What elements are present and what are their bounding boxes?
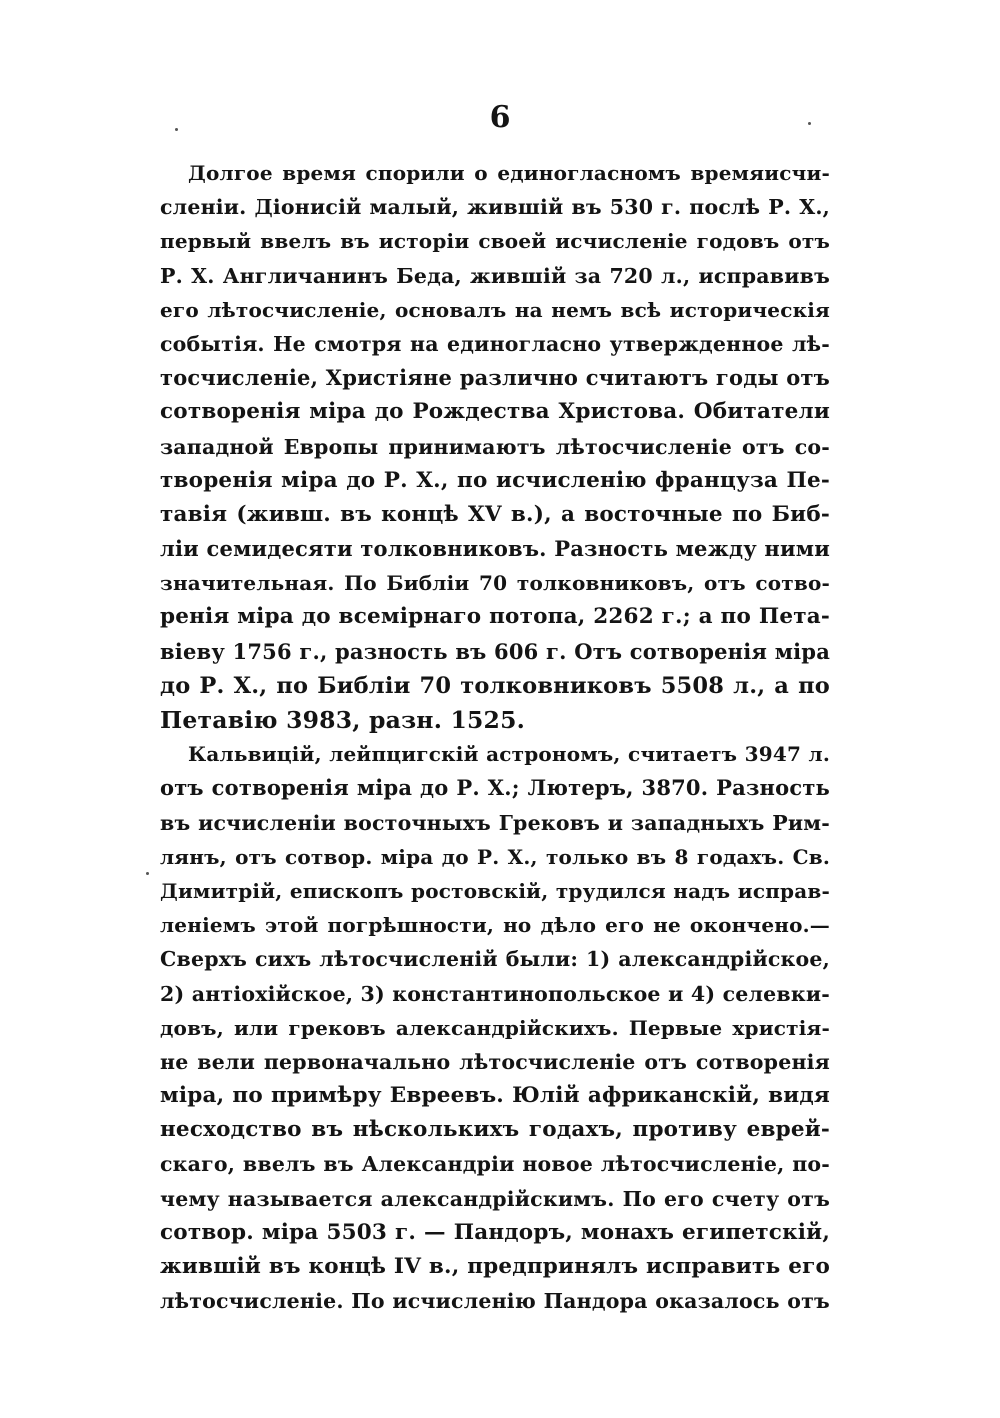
text-line: лѣтосчисленіе. По исчисленію Пандора оказалось отъ: [160, 1289, 830, 1314]
text-line: віеву 1756 г., разность въ 606 г. Отъ сотворенія міра: [160, 638, 830, 664]
text-line: его лѣтосчисленіе, основалъ на немъ всѣ историческія: [160, 297, 830, 322]
text-line: отъ сотворенія міра до Р. Х.; Лютеръ, 3870. Разность: [160, 775, 830, 801]
paragraph-2: [160, 737, 830, 1318]
text-line: Петавію 3983, разн. 1525.: [160, 706, 526, 734]
print-speck: [808, 122, 811, 125]
text-line: Долгое время спорили о единогласномъ времяисчи-: [188, 161, 830, 185]
text-line: довъ, или грековъ александрійскихъ. Первые христія-: [160, 1015, 830, 1040]
text-line: міра, по примѣру Евреевъ. Юлій африканскій, видя: [160, 1083, 830, 1109]
paragraph-1: [160, 156, 830, 737]
text-line: тавія (живш. въ концѣ XV в.), а восточные по Биб-: [160, 501, 830, 527]
text-line: леніемъ этой погрѣшности, но дѣло его не окончено.—: [160, 913, 830, 938]
print-speck: [175, 128, 178, 131]
text-line: до Р. Х., по Библіи 70 толковниковъ 5508 л., а по: [160, 672, 830, 699]
text-line: событія. Не смотря на единогласно утвержденное лѣ-: [160, 331, 830, 356]
text-line: сотвор. міра 5503 г. — Пандоръ, монахъ египетскій,: [160, 1219, 830, 1245]
text-line: не вели первоначально лѣтосчисленіе отъ сотворенія: [160, 1049, 830, 1074]
text-line: ліи семидесяти толковниковъ. Разность между ними: [160, 536, 830, 562]
text-line: жившій въ концѣ IV в., предпринялъ исправить его: [160, 1254, 830, 1279]
text-line: въ исчисленіи восточныхъ Грековъ и западныхъ Рим-: [160, 810, 830, 835]
text-line: значительная. По Библіи 70 толковниковъ, отъ сотво-: [160, 571, 830, 596]
text-line: скаго, ввелъ въ Александріи новое лѣтосчисленіе, по-: [160, 1152, 830, 1177]
text-line: Кальвицій, лейпцигскій астрономъ, считаетъ 3947 л.: [188, 742, 830, 767]
text-line: сленіи. Діонисій малый, жившій въ 530 г. послѣ Р. Х.,: [160, 195, 830, 220]
text-line: чему называется александрійскимъ. По его счету отъ: [160, 1186, 830, 1211]
text-line: сотворенія міра до Рождества Христова. Обитатели: [160, 399, 830, 425]
text-line: 2) антіохійское, 3) константинопольское и 4) селевки-: [160, 981, 830, 1006]
text-line: ренія міра до всемірнаго потопа, 2262 г.; а по Пета-: [160, 604, 830, 630]
text-line: Димитрій, епископъ ростовскій, трудился надъ исправ-: [160, 878, 830, 903]
text-line: западной Европы принимаютъ лѣтосчисленіе отъ со-: [160, 434, 830, 459]
text-line: Р. Х. Англичанинъ Беда, жившій за 720 л., исправивъ: [160, 263, 830, 288]
body-text: [160, 156, 830, 1318]
text-line: несходство въ нѣсколькихъ годахъ, противу еврей-: [160, 1117, 830, 1143]
print-speck: [146, 872, 149, 875]
text-line: Сверхъ сихъ лѣтосчисленій были: 1) александрійское,: [160, 947, 830, 972]
text-line: лянъ, отъ сотвор. міра до Р. Х., только въ 8 годахъ. Св.: [160, 844, 830, 869]
text-line: творенія міра до Р. Х., по исчисленію француза Пе-: [160, 467, 830, 493]
page-number: 6: [489, 100, 511, 135]
text-line: первый ввелъ въ исторіи своей исчисленіе годовъ отъ: [160, 229, 830, 254]
text-line: тосчисленіе, Христіяне различно считаютъ годы отъ: [160, 365, 830, 391]
